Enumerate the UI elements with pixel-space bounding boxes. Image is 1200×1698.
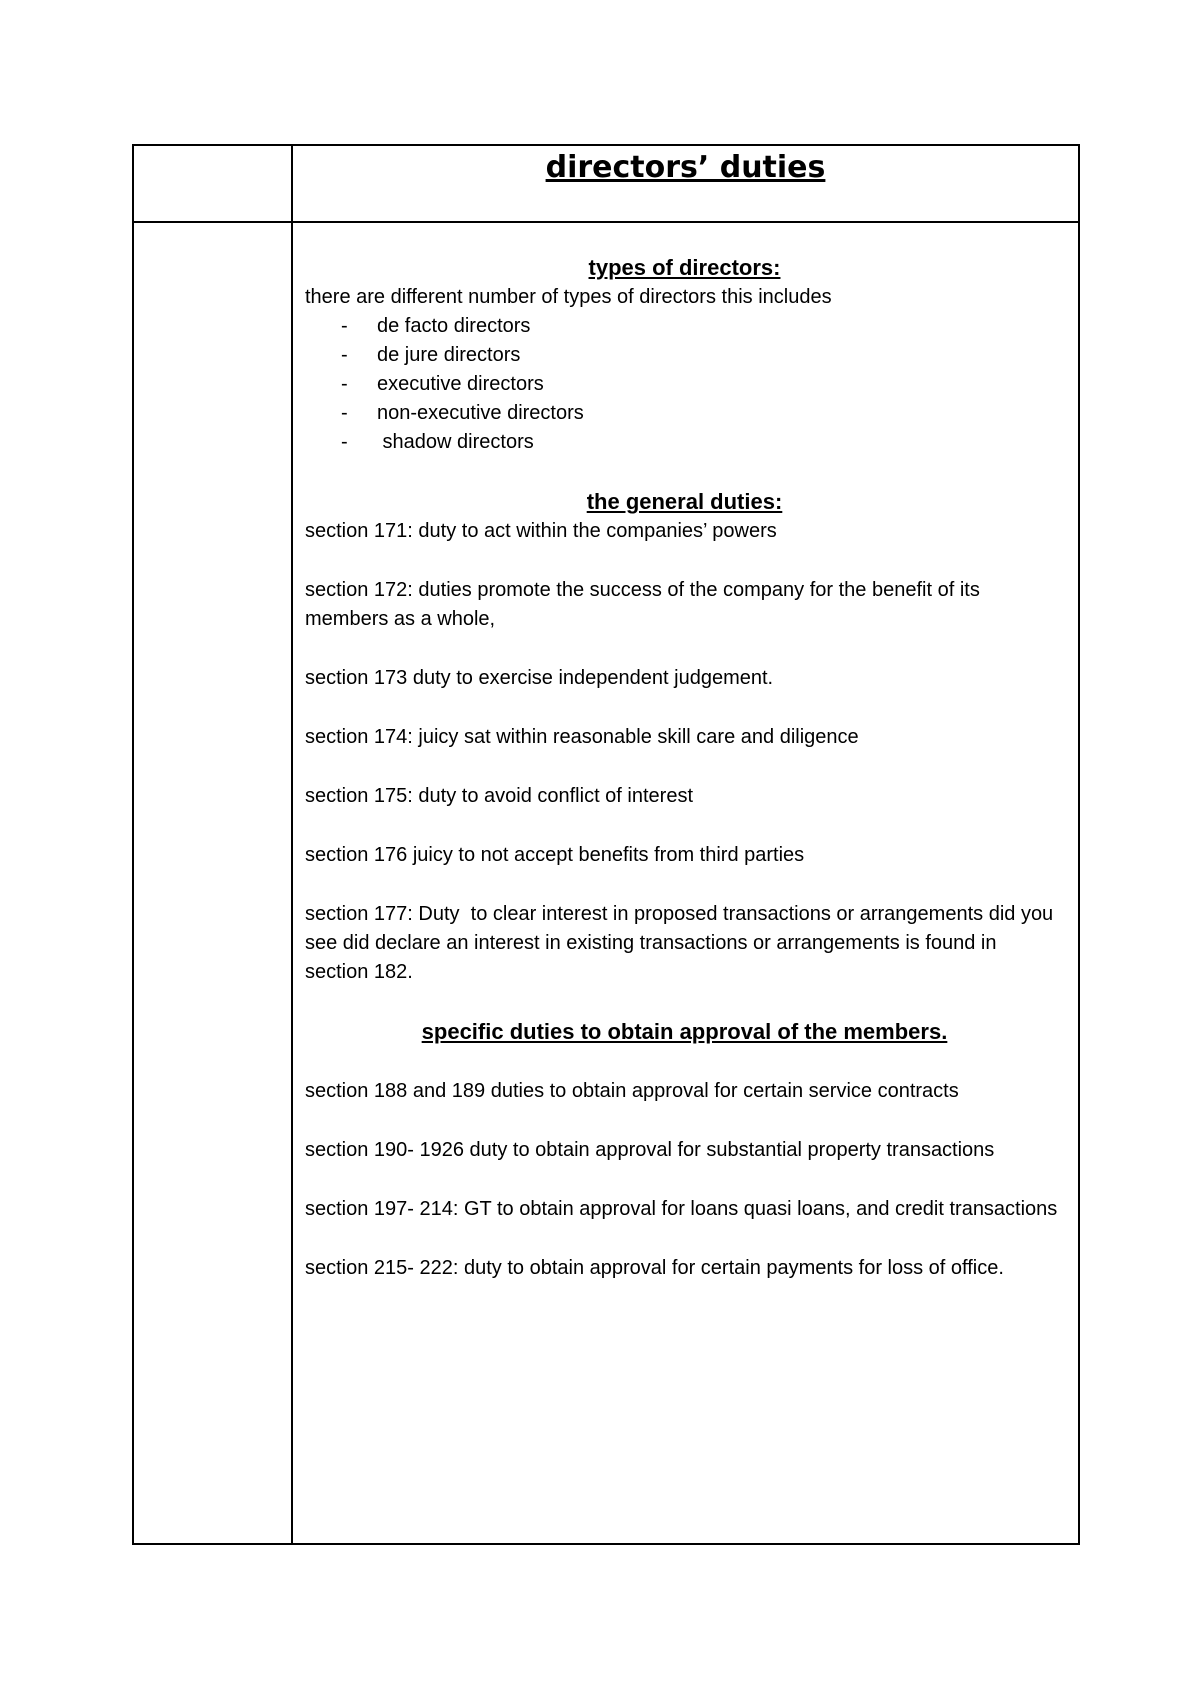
general-duty-paragraph: section 172: duties promote the success of the company for the benefit of its members as a whole, — [305, 579, 980, 630]
list-item-label: shadow directors — [377, 431, 534, 453]
content-cell — [305, 223, 1064, 1543]
specific-duty-paragraph: section 188 and 189 duties to obtain approval for certain service contracts — [305, 1080, 959, 1102]
bullet-dash: - — [341, 402, 348, 424]
list-item — [305, 370, 1064, 399]
general-duty-paragraph: section 175: duty to avoid conflict of interest — [305, 785, 693, 807]
general-duty-paragraph: section 171: duty to act within the companies’ powers — [305, 520, 777, 542]
general-duty-paragraph: section 173 duty to exercise independent judgement. — [305, 667, 774, 689]
list-item — [305, 312, 1064, 341]
types-intro: there are different number of types of directors this includes — [305, 286, 832, 308]
list-item-label: de jure directors — [377, 344, 521, 366]
notes-table — [132, 144, 1080, 1545]
bullet-dash: - — [341, 373, 348, 395]
general-duty-paragraph: section 177: Duty to clear interest in proposed transactions or arrangements did you see did declare an interest in existing transactions or arrangements is found in section 182. — [305, 903, 1059, 983]
specific-duty-paragraph: section 197- 214: GT to obtain approval for loans quasi loans, and credit transactions — [305, 1198, 1058, 1220]
general-duty-paragraph: section 176 juicy to not accept benefits from third parties — [305, 844, 805, 866]
list-item — [305, 341, 1064, 370]
list-item — [305, 399, 1064, 428]
list-item — [305, 428, 1064, 457]
list-item-label: executive directors — [377, 373, 544, 395]
bullet-dash: - — [341, 431, 348, 453]
general-duties-heading: the general duties: — [586, 489, 783, 514]
general-duty-paragraph: section 174: juicy sat within reasonable skill care and diligence — [305, 726, 859, 748]
list-item-label: de facto directors — [377, 315, 531, 337]
types-heading: types of directors: — [588, 255, 781, 280]
specific-duty-paragraph: section 190- 1926 duty to obtain approval for substantial property transactions — [305, 1139, 995, 1161]
bullet-dash: - — [341, 315, 348, 337]
specific-duty-paragraph: section 215- 222: duty to obtain approval for certain payments for loss of office. — [305, 1257, 1004, 1279]
list-item-label: non-executive directors — [377, 402, 584, 424]
specific-duties-heading: specific duties to obtain approval of the members. — [421, 1019, 948, 1044]
column-divider — [291, 146, 293, 1543]
page-title: directors’ duties — [545, 150, 826, 185]
bullet-dash: - — [341, 344, 348, 366]
